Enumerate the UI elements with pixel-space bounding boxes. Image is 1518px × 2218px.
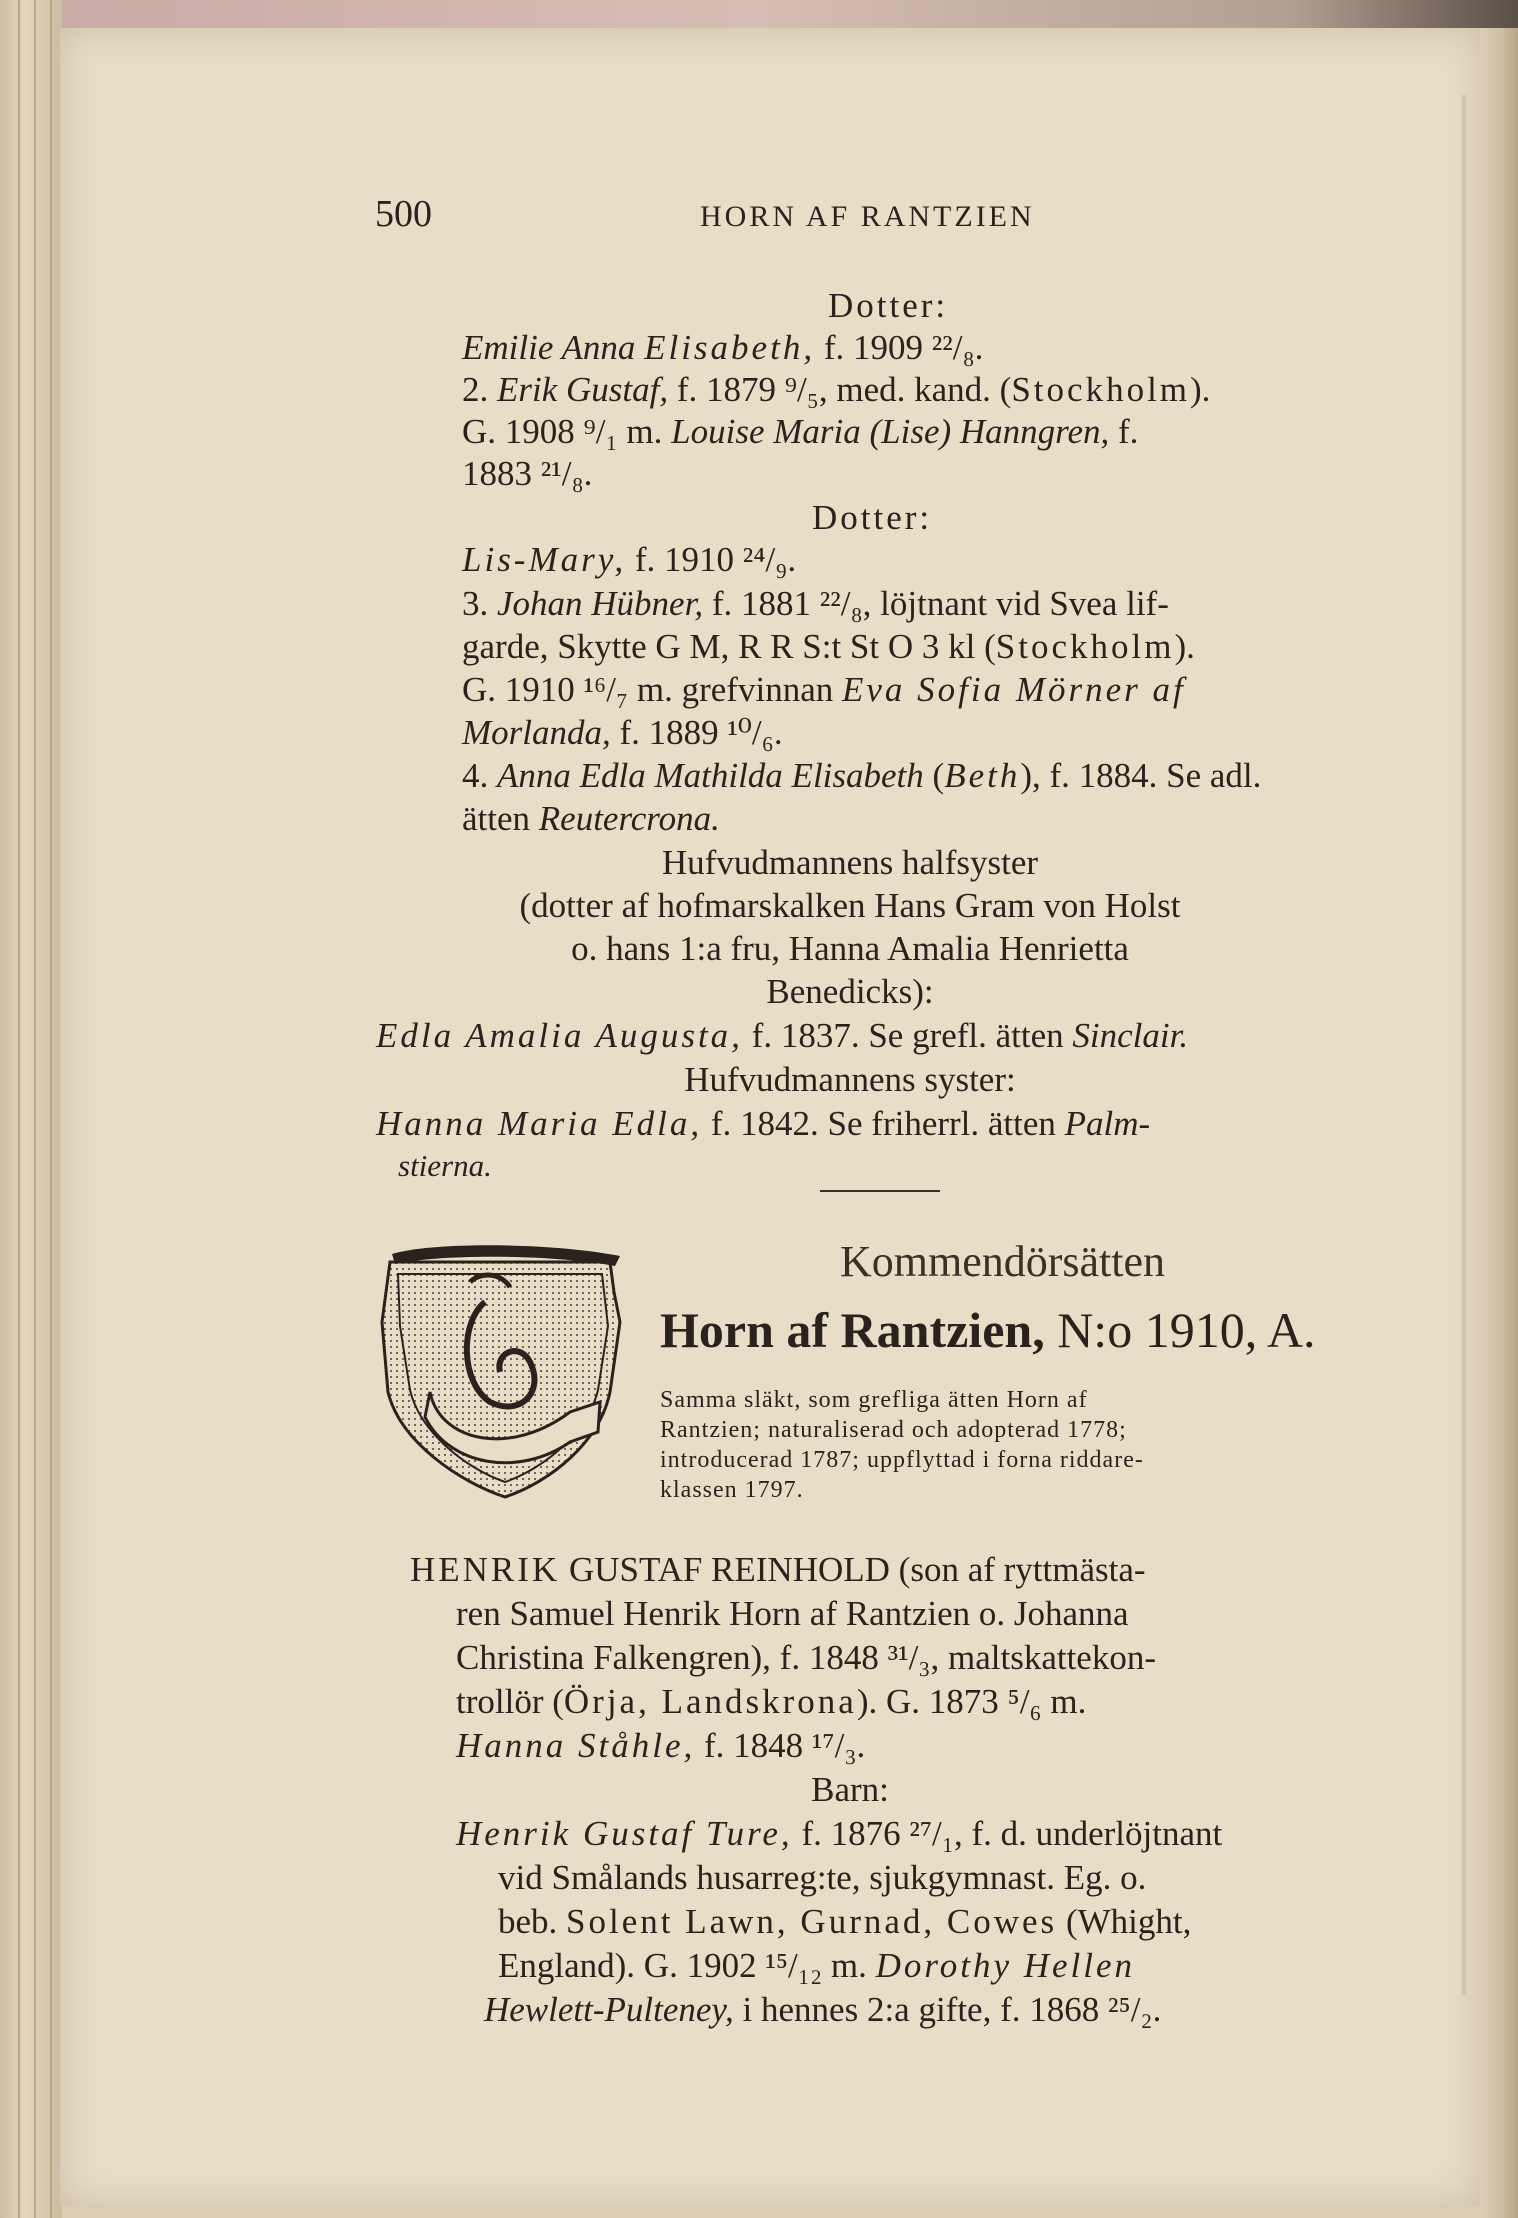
scan-right-edge	[1480, 28, 1518, 2218]
text-line: (dotter af hofmarskalken Hans Gram von Holst	[519, 886, 1181, 925]
section-title-main: Horn af Rantzien, N:o 1910, A.	[660, 1302, 1316, 1358]
text-line: England). G. 1902 ¹⁵/₁₂ m. Dorothy Hellen	[498, 1946, 1136, 1985]
text-line: Morlanda, f. 1889 ¹⁰/₆.	[462, 713, 783, 752]
text-line: HENRIK GUSTAF REINHOLD (son af ryttmästa-	[410, 1550, 1146, 1589]
text-line: 1883 ²¹/₈.	[462, 454, 593, 493]
text-line: Emilie Anna Elisabeth, f. 1909 ²²/₈.	[462, 328, 984, 367]
coat-of-arms-icon	[370, 1242, 640, 1512]
text-line: Hanna Ståhle, f. 1848 ¹⁷/₃.	[456, 1726, 866, 1765]
scan-left-edge	[0, 0, 62, 2218]
page-number: 500	[375, 193, 432, 235]
heading-dotter: Dotter:	[828, 286, 949, 325]
page-crease	[1462, 95, 1466, 1995]
intro-line: introducerad 1787; uppflyttad i forna riddare-	[660, 1447, 1144, 1473]
text-line: trollör (Örja, Landskrona). G. 1873 ⁵/₆ m.	[456, 1682, 1087, 1721]
text-line: ren Samuel Henrik Horn af Rantzien o. Johanna	[456, 1594, 1129, 1633]
text-line: Lis-Mary, f. 1910 ²⁴/₉.	[462, 540, 797, 579]
text-line: Hewlett-Pulteney, i hennes 2:a gifte, f. 1868 ²⁵/₂.	[484, 1990, 1162, 2029]
intro-line: Rantzien; naturaliserad och adopterad 1778;	[660, 1417, 1127, 1443]
text-line: ätten Reutercrona.	[462, 799, 720, 838]
section-title: Kommendörsätten	[840, 1237, 1166, 1286]
text-line: G. 1910 ¹⁶/₇ m. grefvinnan Eva Sofia Mörner af	[462, 670, 1186, 709]
text-line: Benedicks):	[766, 972, 934, 1011]
text-line: Hanna Maria Edla, f. 1842. Se friherrl. ätten Palm-	[376, 1104, 1151, 1143]
text-line: 3. Johan Hübner, f. 1881 ²²/₈, löjtnant vid Svea lif-	[462, 584, 1169, 623]
text-line: G. 1908 ⁹/₁ m. Louise Maria (Lise) Hanngren, f.	[462, 412, 1139, 451]
text-line: garde, Skytte G M, R R S:t St O 3 kl (Stockholm).	[462, 627, 1195, 666]
text-line: stierna.	[398, 1148, 492, 1183]
text-line: vid Smålands husarreg:te, sjukgymnast. Eg. o.	[498, 1858, 1147, 1897]
text-line: Christina Falkengren), f. 1848 ³¹/₃, maltskattekon-	[456, 1638, 1156, 1677]
text-line: beb. Solent Lawn, Gurnad, Cowes (Whight,	[498, 1902, 1192, 1941]
text-line: 4. Anna Edla Mathilda Elisabeth (Beth), f. 1884. Se adl.	[462, 756, 1262, 795]
heading-barn: Barn:	[811, 1770, 889, 1809]
text-line: Edla Amalia Augusta, f. 1837. Se grefl. ätten Sinclair.	[376, 1016, 1189, 1055]
text-line: 2. Erik Gustaf, f. 1879 ⁹/₅, med. kand. (Stockholm).	[462, 370, 1211, 409]
running-head: HORN AF RANTZIEN	[700, 200, 1035, 233]
subheading: Hufvudmannens halfsyster	[661, 843, 1039, 882]
section-divider	[820, 1190, 940, 1192]
intro-line: klassen 1797.	[660, 1477, 804, 1503]
heading-dotter: Dotter:	[812, 498, 933, 537]
intro-line: Samma släkt, som grefliga ätten Horn af	[660, 1387, 1088, 1413]
scan-top-edge	[0, 0, 1518, 28]
text-line: o. hans 1:a fru, Hanna Amalia Henrietta	[571, 929, 1129, 968]
text-line: Henrik Gustaf Ture, f. 1876 ²⁷/₁, f. d. underlöjtnant	[456, 1814, 1223, 1853]
subheading: Hufvudmannens syster:	[684, 1060, 1016, 1099]
